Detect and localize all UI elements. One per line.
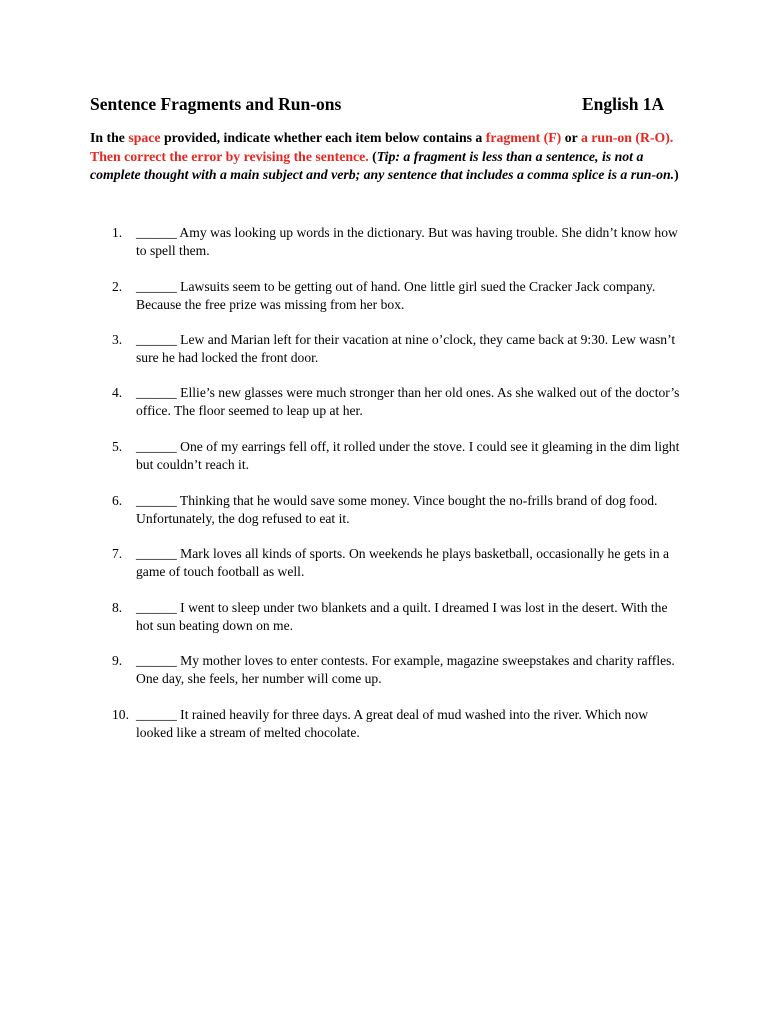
- item-text: ______ It rained heavily for three days. A great deal of mud washed into the river. Which now looked like a stream of melted chocolate.: [136, 707, 649, 741]
- item-number: 4.: [112, 385, 123, 400]
- instructions-text-3: or: [561, 130, 581, 145]
- item-number: 10.: [112, 707, 129, 722]
- instructions-text-5: ): [674, 167, 679, 183]
- item-text: ______ I went to sleep under two blankets and a quilt. I dreamed I was lost in the desert. With the hot sun beating down on me.: [136, 600, 668, 634]
- instructions-space: space: [128, 130, 161, 145]
- item-number: 6.: [112, 493, 123, 508]
- item-text: ______ Ellie’s new glasses were much stronger than her old ones. As she walked out of the doctor’s office. The floor seemed to leap up at her.: [136, 385, 680, 419]
- exercise-item: [112, 545, 682, 582]
- exercise-item: [112, 438, 682, 475]
- instructions-text-1: In the: [90, 130, 129, 145]
- item-number: 3.: [112, 332, 123, 347]
- item-number: 5.: [112, 439, 123, 454]
- item-text: ______ Mark loves all kinds of sports. On weekends he plays basketball, occasionally he gets in a game of touch football as well.: [136, 546, 670, 580]
- exercise-item: [112, 652, 682, 689]
- exercise-item: [112, 331, 682, 368]
- exercise-item: [112, 492, 682, 529]
- item-number: 2.: [112, 279, 123, 294]
- item-text: ______ One of my earrings fell off, it rolled under the stove. I could see it gleaming in the dim light but couldn’t reach it.: [136, 439, 680, 473]
- exercise-item: [112, 278, 682, 315]
- item-text: ______ Lew and Marian left for their vacation at nine o’clock, they came back at 9:30. Lew wasn’t sure he had locked the front door.: [136, 332, 676, 366]
- item-text: ______ Amy was looking up words in the dictionary. But was having trouble. She didn’t know how to spell them.: [136, 225, 678, 259]
- item-number: 7.: [112, 546, 123, 561]
- item-number: 8.: [112, 600, 123, 615]
- instructions-tip: Tip: a fragment is less than a sentence, is not a complete thought with a main subject and verb; any sentence that includes a comma splice is a run-on.: [90, 148, 675, 183]
- instructions-text-4: (: [368, 148, 377, 164]
- course-name: English 1A: [582, 94, 665, 114]
- item-number: 1.: [112, 225, 123, 240]
- worksheet-title: Sentence Fragments and Run-ons: [90, 94, 342, 114]
- exercise-item: [112, 599, 682, 636]
- item-number: 9.: [112, 653, 123, 668]
- instructions-text-2: provided, indicate whether each item below contains a: [160, 130, 486, 145]
- exercise-item: [112, 384, 682, 421]
- item-text: ______ Thinking that he would save some money. Vince bought the no-frills brand of dog food. Unfortunately, the dog refused to eat it.: [136, 493, 658, 527]
- instructions-runon: a run-on (R-O). Then correct the error by revising the sentence.: [90, 130, 674, 164]
- instructions-fragment: fragment (F): [485, 130, 562, 145]
- exercise-item: [112, 224, 682, 261]
- item-text: ______ My mother loves to enter contests. For example, magazine sweepstakes and charity raffles. One day, she feels, her number will come up.: [136, 653, 675, 687]
- item-text: ______ Lawsuits seem to be getting out of hand. One little girl sued the Cracker Jack company. Because the free prize was missing from her box.: [136, 279, 656, 313]
- exercise-item: [112, 706, 682, 743]
